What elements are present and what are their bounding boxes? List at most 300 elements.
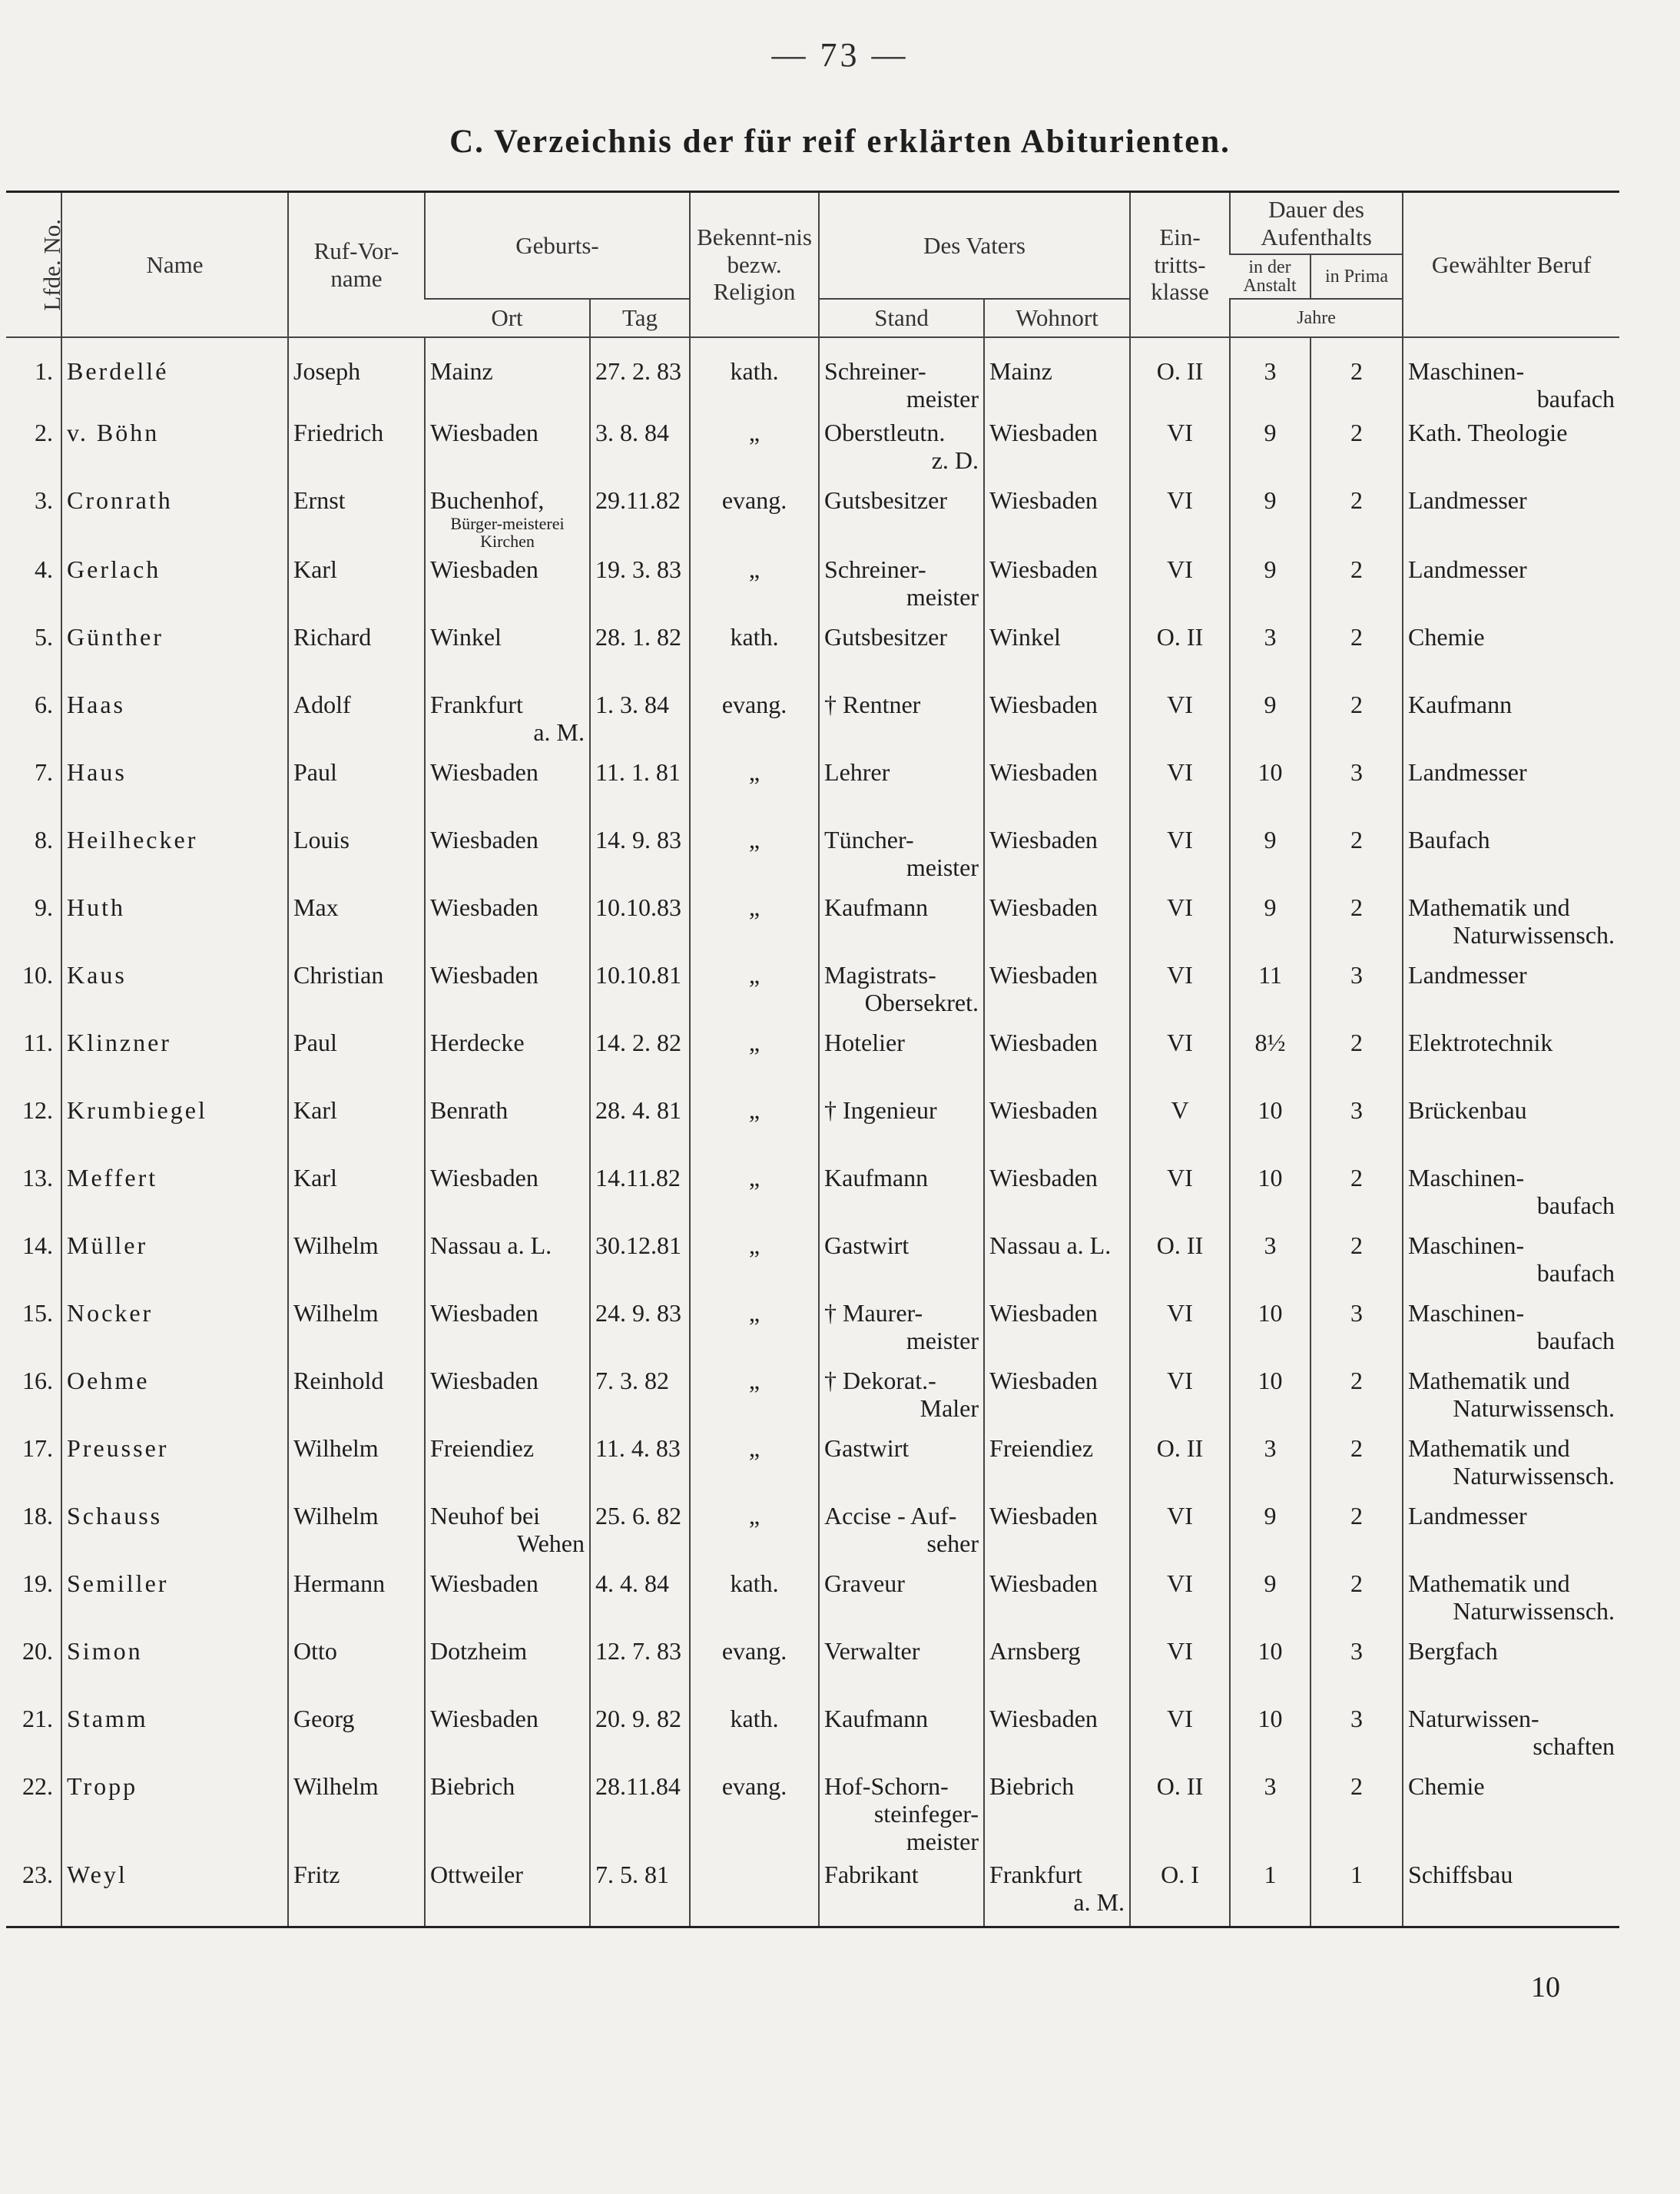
cell-anstalt xyxy=(1230,1294,1311,1361)
cell-wohnort xyxy=(984,1496,1130,1564)
cell-klasse-text: VI xyxy=(1167,757,1193,786)
cell-wohnort xyxy=(984,1361,1130,1429)
cell-no-text: 21. xyxy=(22,1704,53,1732)
cell-beruf xyxy=(1403,888,1619,956)
cell-stand xyxy=(819,1496,984,1564)
cell-wohnort-text: Biebrich xyxy=(989,1771,1075,1800)
cell-vorname-text: Ernst xyxy=(293,486,346,514)
cell-religion xyxy=(690,1632,819,1699)
cell-name xyxy=(61,1699,288,1767)
cell-no xyxy=(6,888,61,956)
cell-stand xyxy=(819,1429,984,1496)
cell-ort xyxy=(425,820,590,888)
cell-religion-text: „ xyxy=(748,825,760,853)
cell-religion-text: „ xyxy=(748,1366,760,1394)
cell-ort xyxy=(425,1023,590,1091)
cell-tag-text: 25. 6. 82 xyxy=(595,1501,681,1530)
cell-beruf xyxy=(1403,550,1619,618)
cell-stand-continuation: seher xyxy=(926,1529,979,1557)
cell-klasse-text: O. II xyxy=(1156,1231,1204,1259)
cell-prima-text: 1 xyxy=(1350,1861,1364,1889)
cell-beruf-continuation: baufach xyxy=(1536,1191,1615,1219)
cell-beruf xyxy=(1403,1158,1619,1226)
cell-wohnort-text: Wiesbaden xyxy=(989,1569,1098,1597)
cell-anstalt-text: 9 xyxy=(1264,555,1277,583)
cell-vorname-text: Max xyxy=(293,893,339,921)
cell-ort xyxy=(425,1361,590,1429)
cell-tag-text: 7. 5. 81 xyxy=(595,1861,669,1889)
cell-tag xyxy=(590,1632,690,1699)
cell-no-text: 20. xyxy=(22,1636,53,1665)
cell-no-text: 10. xyxy=(22,960,53,989)
cell-no-text: 17. xyxy=(22,1433,53,1462)
cell-tag xyxy=(590,481,690,550)
cell-klasse-text: VI xyxy=(1167,555,1193,583)
cell-stand xyxy=(819,1699,984,1767)
cell-religion xyxy=(690,956,819,1023)
cell-prima-text: 3 xyxy=(1350,1636,1364,1665)
cell-prima-text: 3 xyxy=(1350,757,1364,786)
cell-ort-text: Wiesbaden xyxy=(430,1366,538,1394)
table-row xyxy=(6,1361,1619,1429)
header-ort: Ort xyxy=(425,299,590,337)
cell-klasse xyxy=(1130,753,1230,820)
cell-ort xyxy=(425,1158,590,1226)
cell-vorname xyxy=(288,1855,425,1927)
cell-no-text: 18. xyxy=(22,1501,53,1530)
cell-vorname xyxy=(288,550,425,618)
cell-klasse xyxy=(1130,1496,1230,1564)
table-row xyxy=(6,1855,1619,1927)
cell-vorname xyxy=(288,1091,425,1158)
cell-no xyxy=(6,685,61,753)
cell-beruf xyxy=(1403,1632,1619,1699)
cell-name xyxy=(61,618,288,685)
cell-klasse-text: VI xyxy=(1167,1298,1193,1327)
cell-tag xyxy=(590,413,690,481)
cell-anstalt xyxy=(1230,337,1311,413)
cell-beruf xyxy=(1403,1767,1619,1855)
cell-vorname-text: Hermann xyxy=(293,1569,386,1597)
cell-name-text: Haus xyxy=(67,757,127,786)
cell-prima-text: 2 xyxy=(1350,825,1364,853)
cell-tag-text: 28. 4. 81 xyxy=(595,1095,681,1124)
cell-beruf-text: Landmesser xyxy=(1408,757,1527,786)
cell-wohnort-text: Wiesbaden xyxy=(989,1028,1098,1056)
cell-no-text: 15. xyxy=(22,1298,53,1327)
cell-beruf-text: Landmesser xyxy=(1408,960,1527,989)
cell-beruf xyxy=(1403,685,1619,753)
cell-anstalt-text: 9 xyxy=(1264,1569,1277,1597)
table-row xyxy=(6,1226,1619,1294)
cell-stand-text: Lehrer xyxy=(824,757,890,786)
cell-anstalt xyxy=(1230,1226,1311,1294)
cell-vorname-text: Karl xyxy=(293,1163,337,1191)
cell-wohnort xyxy=(984,956,1130,1023)
cell-ort xyxy=(425,1294,590,1361)
cell-beruf xyxy=(1403,413,1619,481)
cell-name-text: Krumbiegel xyxy=(67,1095,207,1124)
cell-religion-text: „ xyxy=(748,1231,760,1259)
cell-no-text: 7. xyxy=(35,757,53,786)
cell-klasse-text: VI xyxy=(1167,486,1193,514)
cell-vorname-text: Joseph xyxy=(293,357,361,386)
cell-prima-text: 2 xyxy=(1350,555,1364,583)
header-in-prima: in Prima xyxy=(1311,254,1403,299)
cell-klasse xyxy=(1130,1855,1230,1927)
cell-no-text: 8. xyxy=(35,825,53,853)
cell-name-text: Haas xyxy=(67,690,125,718)
cell-ort xyxy=(425,1226,590,1294)
cell-no xyxy=(6,337,61,413)
cell-stand-continuation: Maler xyxy=(920,1394,979,1422)
cell-beruf-continuation: Naturwissensch. xyxy=(1453,1596,1615,1625)
cell-stand-text: Gutsbesitzer xyxy=(824,622,947,651)
cell-vorname xyxy=(288,413,425,481)
cell-ort xyxy=(425,1632,590,1699)
cell-religion xyxy=(690,413,819,481)
cell-prima-text: 2 xyxy=(1350,357,1364,386)
cell-vorname xyxy=(288,820,425,888)
cell-wohnort-text: Wiesbaden xyxy=(989,757,1098,786)
cell-no-text: 11. xyxy=(23,1028,53,1056)
cell-vorname-text: Georg xyxy=(293,1704,355,1732)
cell-stand xyxy=(819,1091,984,1158)
cell-vorname xyxy=(288,1699,425,1767)
cell-tag-text: 1. 3. 84 xyxy=(595,690,669,718)
cell-stand-continuation: z. D. xyxy=(931,446,979,474)
cell-anstalt xyxy=(1230,618,1311,685)
cell-no xyxy=(6,1699,61,1767)
cell-klasse-text: V xyxy=(1171,1095,1189,1124)
cell-religion xyxy=(690,685,819,753)
cell-tag-text: 10.10.83 xyxy=(595,893,681,921)
table-row xyxy=(6,481,1619,550)
cell-prima xyxy=(1311,888,1403,956)
cell-stand-continuation: steinfeger-meister xyxy=(873,1799,979,1855)
cell-anstalt xyxy=(1230,956,1311,1023)
cell-tag-text: 28. 1. 82 xyxy=(595,622,681,651)
cell-name xyxy=(61,1855,288,1927)
cell-ort-text: Herdecke xyxy=(430,1028,525,1056)
cell-prima xyxy=(1311,1091,1403,1158)
cell-klasse xyxy=(1130,1294,1230,1361)
cell-klasse-text: VI xyxy=(1167,1636,1193,1665)
cell-beruf-text: Mathematik und xyxy=(1408,1366,1570,1394)
cell-religion-text: „ xyxy=(748,1433,760,1462)
table-row xyxy=(6,1294,1619,1361)
cell-prima-text: 3 xyxy=(1350,960,1364,989)
cell-beruf xyxy=(1403,956,1619,1023)
cell-beruf xyxy=(1403,1429,1619,1496)
cell-wohnort xyxy=(984,413,1130,481)
cell-tag-text: 11. 4. 83 xyxy=(595,1433,681,1462)
cell-prima-text: 3 xyxy=(1350,1298,1364,1327)
cell-beruf-continuation: Naturwissensch. xyxy=(1453,1461,1615,1490)
cell-religion-text: evang. xyxy=(721,486,787,514)
cell-name-text: Tropp xyxy=(67,1771,138,1800)
cell-prima xyxy=(1311,1855,1403,1927)
cell-name-text: Huth xyxy=(67,893,125,921)
cell-wohnort xyxy=(984,1023,1130,1091)
cell-klasse xyxy=(1130,1023,1230,1091)
cell-tag xyxy=(590,820,690,888)
header-bekenntnis: Bekennt-nis bezw. Religion xyxy=(690,192,819,338)
cell-vorname-text: Paul xyxy=(293,757,337,786)
cell-prima xyxy=(1311,956,1403,1023)
cell-tag-text: 7. 3. 82 xyxy=(595,1366,669,1394)
cell-klasse xyxy=(1130,888,1230,956)
cell-stand xyxy=(819,337,984,413)
cell-beruf-text: Mathematik und xyxy=(1408,893,1570,921)
cell-prima-text: 2 xyxy=(1350,1231,1364,1259)
cell-name-text: Cronrath xyxy=(67,486,173,514)
cell-stand-text: Magistrats- xyxy=(824,960,936,989)
cell-klasse-text: VI xyxy=(1167,690,1193,718)
cell-tag-text: 12. 7. 83 xyxy=(595,1636,681,1665)
cell-name xyxy=(61,1564,288,1632)
table-row xyxy=(6,618,1619,685)
cell-ort xyxy=(425,1091,590,1158)
cell-no xyxy=(6,1023,61,1091)
cell-anstalt xyxy=(1230,1496,1311,1564)
cell-klasse xyxy=(1130,956,1230,1023)
cell-anstalt xyxy=(1230,1429,1311,1496)
cell-vorname xyxy=(288,1496,425,1564)
cell-prima xyxy=(1311,1429,1403,1496)
cell-beruf-text: Mathematik und xyxy=(1408,1433,1570,1462)
cell-no-text: 9. xyxy=(35,893,53,921)
cell-ort-text: Wiesbaden xyxy=(430,1298,538,1327)
cell-vorname-text: Friedrich xyxy=(293,418,384,446)
cell-beruf xyxy=(1403,1294,1619,1361)
cell-tag xyxy=(590,1767,690,1855)
cell-vorname-text: Karl xyxy=(293,555,337,583)
cell-prima xyxy=(1311,481,1403,550)
table-row xyxy=(6,337,1619,413)
cell-wohnort xyxy=(984,888,1130,956)
cell-wohnort xyxy=(984,1564,1130,1632)
cell-prima-text: 2 xyxy=(1350,1501,1364,1530)
cell-name xyxy=(61,1226,288,1294)
cell-klasse xyxy=(1130,1767,1230,1855)
cell-anstalt xyxy=(1230,1158,1311,1226)
table-row xyxy=(6,956,1619,1023)
cell-tag xyxy=(590,1091,690,1158)
cell-stand xyxy=(819,550,984,618)
cell-ort xyxy=(425,1855,590,1927)
cell-name-text: Heilhecker xyxy=(67,825,198,853)
cell-vorname-text: Karl xyxy=(293,1095,337,1124)
cell-stand-text: Schreiner- xyxy=(824,357,926,386)
cell-religion xyxy=(690,1496,819,1564)
cell-tag xyxy=(590,1294,690,1361)
cell-anstalt-text: 10 xyxy=(1258,1636,1283,1665)
cell-prima-text: 2 xyxy=(1350,1433,1364,1462)
cell-anstalt-text: 3 xyxy=(1264,1771,1277,1800)
cell-vorname xyxy=(288,481,425,550)
cell-prima-text: 2 xyxy=(1350,1771,1364,1800)
cell-religion-text: „ xyxy=(748,893,760,921)
cell-no-text: 19. xyxy=(22,1569,53,1597)
page-title: C. Verzeichnis der für reif erklärten Abiturienten. xyxy=(449,124,1231,160)
cell-religion xyxy=(690,888,819,956)
header-in-der-anstalt: in der Anstalt xyxy=(1230,254,1311,299)
cell-tag-text: 29.11.82 xyxy=(595,486,681,514)
cell-no xyxy=(6,481,61,550)
cell-wohnort-text: Wiesbaden xyxy=(989,960,1098,989)
cell-wohnort xyxy=(984,685,1130,753)
cell-wohnort-text: Arnsberg xyxy=(989,1636,1081,1665)
cell-name xyxy=(61,1767,288,1855)
sheet-number: 10 xyxy=(1531,1971,1560,2003)
cell-name-text: Oehme xyxy=(67,1366,150,1394)
cell-anstalt-text: 9 xyxy=(1264,893,1277,921)
cell-wohnort xyxy=(984,1855,1130,1927)
cell-name xyxy=(61,1091,288,1158)
header-dauer: Dauer des Aufenthalts xyxy=(1230,192,1403,255)
cell-stand-text: Oberstleutn. xyxy=(824,418,946,446)
cell-religion xyxy=(690,1429,819,1496)
cell-wohnort xyxy=(984,753,1130,820)
cell-klasse xyxy=(1130,481,1230,550)
cell-prima-text: 2 xyxy=(1350,1163,1364,1191)
cell-prima-text: 2 xyxy=(1350,418,1364,446)
cell-beruf xyxy=(1403,1564,1619,1632)
cell-klasse-text: VI xyxy=(1167,893,1193,921)
cell-name xyxy=(61,1496,288,1564)
cell-anstalt-text: 11 xyxy=(1258,960,1282,989)
cell-ort-text: Nassau a. L. xyxy=(430,1231,552,1259)
cell-anstalt-text: 3 xyxy=(1264,622,1277,651)
cell-tag-text: 20. 9. 82 xyxy=(595,1704,681,1732)
cell-vorname xyxy=(288,1767,425,1855)
cell-no-text: 22. xyxy=(22,1771,53,1800)
cell-no-text: 12. xyxy=(22,1095,53,1124)
header-tag: Tag xyxy=(590,299,690,337)
cell-no xyxy=(6,618,61,685)
cell-vorname xyxy=(288,1294,425,1361)
table-row xyxy=(6,888,1619,956)
cell-name-text: v. Böhn xyxy=(67,418,160,446)
cell-vorname-text: Paul xyxy=(293,1028,337,1056)
cell-name xyxy=(61,481,288,550)
cell-anstalt xyxy=(1230,1767,1311,1855)
cell-stand-text: Tüncher- xyxy=(824,825,914,853)
cell-klasse xyxy=(1130,820,1230,888)
cell-vorname-text: Adolf xyxy=(293,690,351,718)
cell-religion xyxy=(690,753,819,820)
cell-ort xyxy=(425,618,590,685)
cell-religion-text: „ xyxy=(748,555,760,583)
cell-ort xyxy=(425,1767,590,1855)
cell-stand xyxy=(819,1294,984,1361)
cell-wohnort-text: Wiesbaden xyxy=(989,1366,1098,1394)
cell-beruf-continuation: Naturwissensch. xyxy=(1453,920,1615,949)
cell-ort-continuation: Wehen xyxy=(516,1529,585,1557)
cell-anstalt-text: 9 xyxy=(1264,418,1277,446)
cell-no xyxy=(6,1158,61,1226)
cell-vorname xyxy=(288,337,425,413)
cell-wohnort xyxy=(984,1226,1130,1294)
cell-ort xyxy=(425,685,590,753)
cell-anstalt-text: 3 xyxy=(1264,357,1277,386)
cell-vorname-text: Wilhelm xyxy=(293,1501,379,1530)
cell-stand xyxy=(819,888,984,956)
cell-tag xyxy=(590,618,690,685)
cell-tag-text: 27. 2. 83 xyxy=(595,357,681,386)
header-stand: Stand xyxy=(819,299,984,337)
cell-name-text: Schauss xyxy=(67,1501,163,1530)
cell-ort-text: Winkel xyxy=(430,622,502,651)
cell-beruf-continuation: baufach xyxy=(1536,385,1615,413)
cell-stand xyxy=(819,1158,984,1226)
cell-wohnort-text: Wiesbaden xyxy=(989,1501,1098,1530)
cell-ort xyxy=(425,1699,590,1767)
cell-vorname xyxy=(288,753,425,820)
cell-ort-text: Mainz xyxy=(430,357,493,386)
cell-anstalt xyxy=(1230,1361,1311,1429)
cell-wohnort-text: Wiesbaden xyxy=(989,893,1098,921)
cell-klasse-text: O. II xyxy=(1156,1433,1204,1462)
cell-stand xyxy=(819,753,984,820)
cell-stand-text: † Maurer- xyxy=(824,1298,923,1327)
cell-anstalt-text: 10 xyxy=(1258,1366,1283,1394)
cell-anstalt-text: 9 xyxy=(1264,690,1277,718)
cell-no xyxy=(6,1361,61,1429)
cell-religion xyxy=(690,1699,819,1767)
cell-religion xyxy=(690,1226,819,1294)
cell-no xyxy=(6,413,61,481)
cell-ort-text: Benrath xyxy=(430,1095,509,1124)
cell-name-text: Kaus xyxy=(67,960,127,989)
cell-beruf-continuation: schaften xyxy=(1533,1732,1615,1760)
cell-no xyxy=(6,1226,61,1294)
cell-ort-text: Ottweiler xyxy=(430,1861,523,1889)
cell-tag xyxy=(590,1699,690,1767)
cell-religion xyxy=(690,1294,819,1361)
cell-tag xyxy=(590,1496,690,1564)
cell-religion-text: „ xyxy=(748,757,760,786)
cell-klasse xyxy=(1130,413,1230,481)
cell-stand xyxy=(819,1855,984,1927)
cell-tag xyxy=(590,337,690,413)
cell-anstalt-text: 9 xyxy=(1264,825,1277,853)
cell-name-text: Müller xyxy=(67,1231,148,1259)
cell-religion xyxy=(690,1158,819,1226)
cell-beruf-text: Landmesser xyxy=(1408,486,1527,514)
table-row xyxy=(6,1767,1619,1855)
cell-ort xyxy=(425,1429,590,1496)
cell-no-text: 14. xyxy=(22,1231,53,1259)
cell-klasse-text: O. II xyxy=(1156,622,1204,651)
cell-wohnort xyxy=(984,1158,1130,1226)
cell-anstalt-text: 9 xyxy=(1264,486,1277,514)
cell-name-text: Semiller xyxy=(67,1569,169,1597)
cell-wohnort-text: Wiesbaden xyxy=(989,1298,1098,1327)
cell-name xyxy=(61,550,288,618)
cell-anstalt-text: 9 xyxy=(1264,1501,1277,1530)
cell-stand xyxy=(819,1023,984,1091)
cell-beruf-text: Mathematik und xyxy=(1408,1569,1570,1597)
cell-prima-text: 2 xyxy=(1350,1028,1364,1056)
cell-wohnort-text: Wiesbaden xyxy=(989,418,1098,446)
cell-religion xyxy=(690,1564,819,1632)
cell-beruf-text: Brückenbau xyxy=(1408,1095,1527,1124)
cell-beruf-text: Maschinen- xyxy=(1408,1163,1525,1191)
cell-prima xyxy=(1311,1699,1403,1767)
cell-klasse xyxy=(1130,1361,1230,1429)
